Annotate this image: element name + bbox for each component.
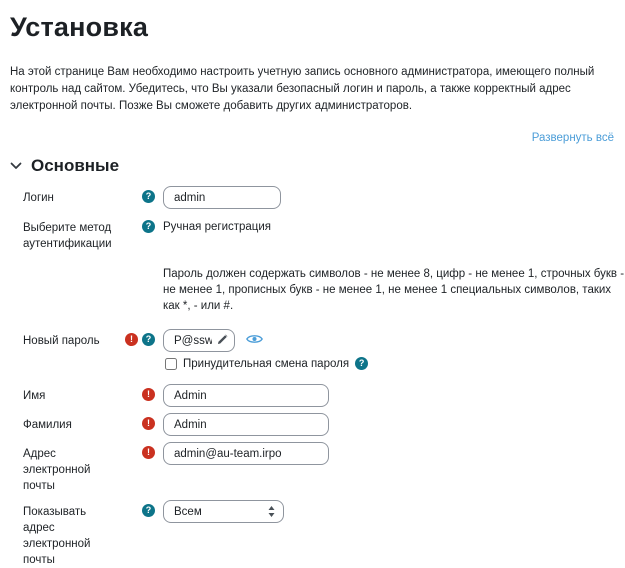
required-icon: ! bbox=[142, 446, 155, 459]
section-header-general[interactable] bbox=[10, 156, 614, 176]
field-row-new-password bbox=[10, 328, 614, 352]
required-icon: ! bbox=[142, 417, 155, 430]
expand-all-row bbox=[10, 128, 614, 146]
required-icon: ! bbox=[142, 388, 155, 401]
first-name-label: Имя bbox=[23, 390, 46, 402]
password-input-wrap bbox=[163, 329, 235, 352]
email-visibility-select[interactable] bbox=[163, 500, 284, 523]
page-title: Установка bbox=[10, 12, 149, 42]
force-password-change-checkbox[interactable] bbox=[165, 358, 177, 370]
help-icon[interactable]: ? bbox=[142, 220, 155, 233]
password-policy-hint: Пароль должен содержать символов - не менее 8, цифр - не менее 1, строчных букв - не менее 1, прописных букв - не менее 1, не менее 1 специальных символов, таких как *, - или #. bbox=[163, 268, 625, 312]
login-label: Логин bbox=[23, 192, 54, 204]
first-name-input[interactable] bbox=[163, 384, 329, 407]
field-row-email bbox=[10, 441, 614, 494]
field-row-email-visibility bbox=[10, 499, 614, 568]
auth-method-label: Выберите метод аутентификации bbox=[23, 222, 112, 250]
help-icon[interactable]: ? bbox=[142, 190, 155, 203]
help-icon[interactable]: ? bbox=[142, 333, 155, 346]
email-input[interactable] bbox=[163, 442, 329, 465]
field-row-login bbox=[10, 185, 614, 209]
help-icon[interactable]: ? bbox=[142, 504, 155, 517]
required-icon: ! bbox=[125, 333, 138, 346]
admin-account-form bbox=[10, 185, 625, 568]
field-row-first-name bbox=[10, 383, 614, 407]
expand-all-link[interactable]: Развернуть всё bbox=[531, 132, 614, 144]
field-row-last-name bbox=[10, 412, 614, 436]
email-label: Адрес электронной почты bbox=[23, 448, 91, 492]
email-visibility-select-wrap bbox=[163, 500, 284, 523]
email-visibility-label: Показывать адрес электронной почты bbox=[23, 506, 91, 566]
chevron-down-icon bbox=[10, 160, 22, 172]
force-password-change-row bbox=[165, 357, 614, 370]
last-name-label: Фамилия bbox=[23, 419, 72, 431]
help-icon[interactable]: ? bbox=[355, 357, 368, 370]
new-password-label: Новый пароль bbox=[23, 335, 100, 347]
force-password-change-label[interactable]: Принудительная смена пароля bbox=[183, 357, 350, 370]
section-title: Основные bbox=[31, 156, 120, 175]
page-description: На этой странице Вам необходимо настроить учетную запись основного администратора, имеющего полный контроль над сайтом. Убедитесь, что Вы указали безопасный логин и пароль, а также корректный адрес электронной почты. Позже Вы сможете добавить других администраторов. bbox=[10, 66, 595, 112]
password-visibility-eye-icon[interactable] bbox=[246, 332, 263, 346]
last-name-input[interactable] bbox=[163, 413, 329, 436]
login-input[interactable] bbox=[163, 186, 281, 209]
new-password-input[interactable] bbox=[163, 329, 235, 352]
auth-method-value: Ручная регистрация bbox=[163, 221, 272, 233]
field-row-auth-method bbox=[10, 215, 614, 252]
